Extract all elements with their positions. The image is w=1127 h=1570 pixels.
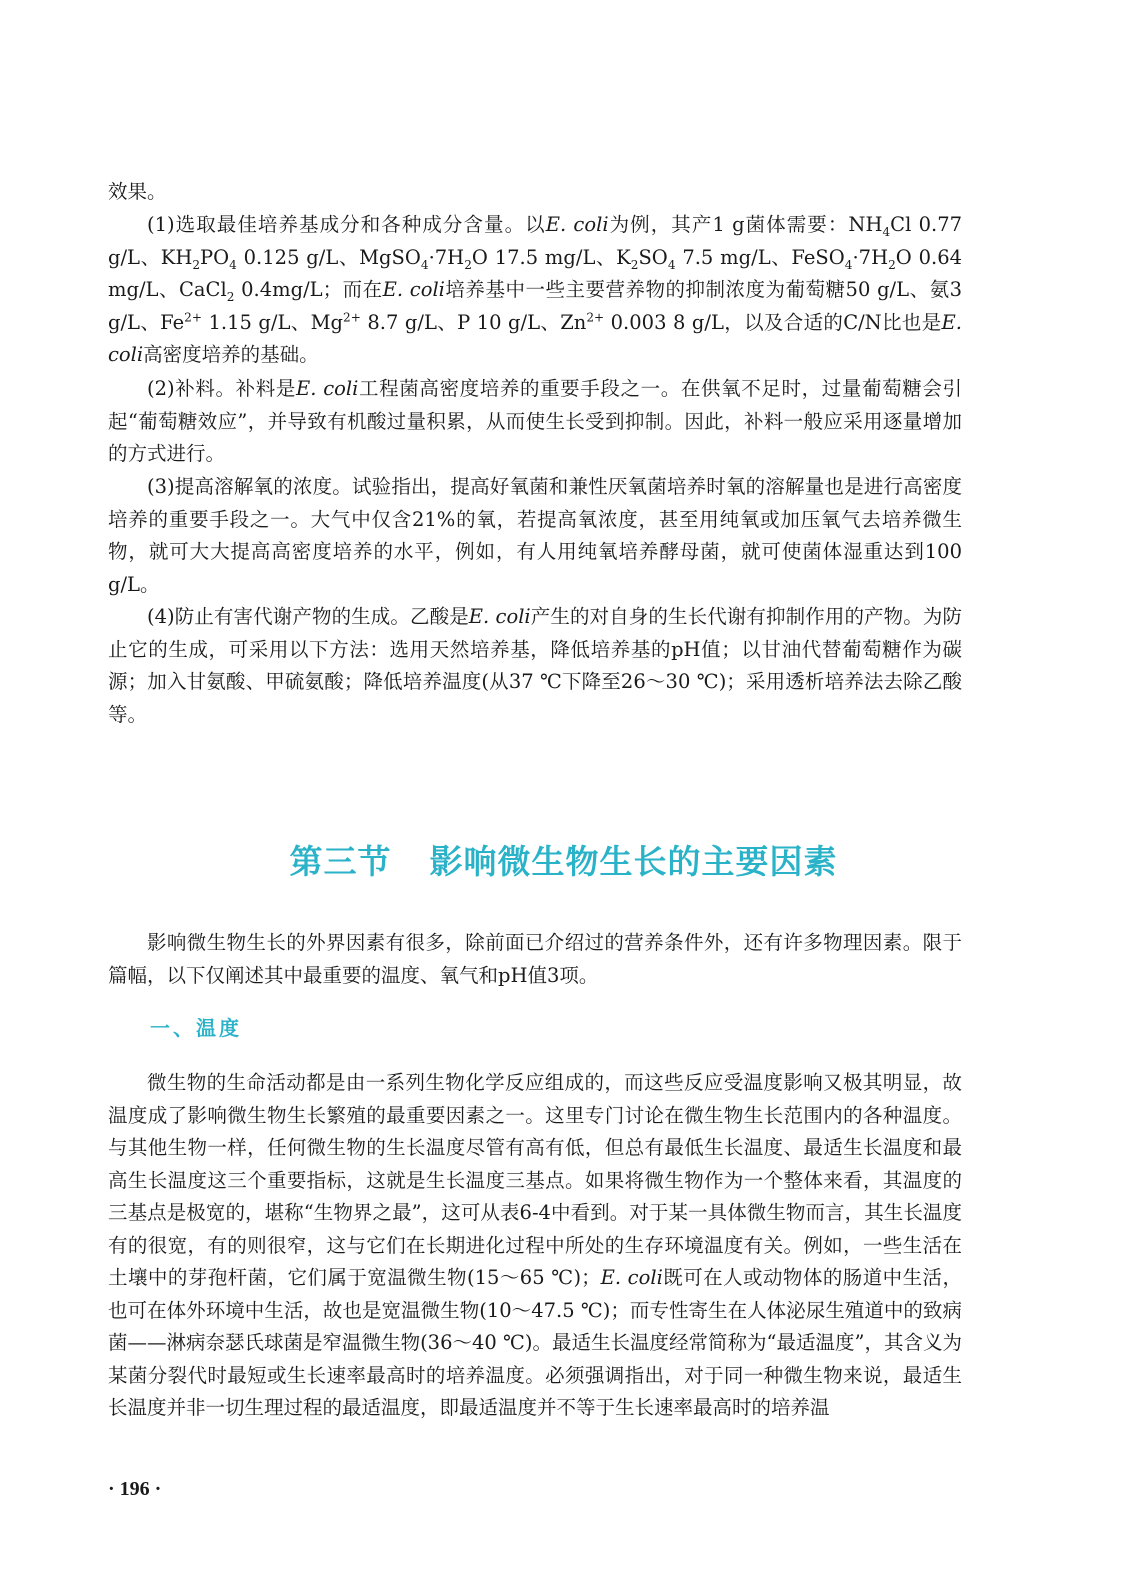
paragraph-medium-composition: (1)选取最佳培养基成分和各种成分含量。以E. coli为例，其产1 g菌体需要：$NH_4Cl$ 0.77 g/L、$KH_2PO_4$ 0.125 g/L、$MgSO_4\cdot 7H_2O$ 17.5 mg/L、$K_2SO_4$ 7.5 mg/L、$FeSO_4\cdot 7H_2O$ 0.64 mg/L、CaCl$_2$ 0.4mg/L；而在E. coli培养基中一些主要营养物的抑制浓度为葡萄糖50 g/L、氨3 g/L、$Fe^{2+}$ 1.15 g/L、$Mg^{2+}$ 8.7 g/L、P 10 g/L、$Zn^{2+}$ 0.003 8 g/L，以及合适的C/N比也是E. coli高密度培养的基础。 <box>108 213 963 366</box>
ecoli-term: E. coli <box>600 1266 663 1289</box>
carryover-line: 效果。 <box>108 180 167 203</box>
section-title-text: 影响微生物生长的主要因素 <box>429 842 838 881</box>
paragraph-harmful-metabolites: (4)防止有害代谢产物的生成。乙酸是E. coli产生的对自身的生长代谢有抑制作用的产物。为防止它的生成，可采用以下方法：选用天然培养基，降低培养基的pH值；以甘油代替葡萄糖作为碳源；加入甘氨酸、甲硫氨酸；降低培养温度(从37 ℃下降至26～30 ℃)；采用透析培养法去除乙酸等。 <box>108 605 962 726</box>
ecoli-term: E. coli <box>468 605 531 628</box>
page-number: · 196 · <box>108 1478 162 1500</box>
paragraph-feeding: (2)补料。补料是E. coli工程菌高密度培养的重要手段之一。在供氧不足时，过量葡萄糖会引起“葡萄糖效应”，并导致有机酸过量积累，从而使生长受到抑制。因此，补料一般应采用逐量增加的方式进行。 <box>108 377 962 465</box>
section-title <box>0 836 1127 883</box>
section-intro: 影响微生物生长的外界因素有很多，除前面已介绍过的营养条件外，还有许多物理因素。限于篇幅，以下仅阐述其中最重要的温度、氧气和pH值3项。 <box>108 931 962 987</box>
ecoli-term: E. coli <box>108 310 962 366</box>
section-number: 第三节 <box>289 842 392 881</box>
paragraph-dissolved-oxygen: (3)提高溶解氧的浓度。试验指出，提高好氧菌和兼性厌氧菌培养时氧的溶解量也是进行高密度培养的重要手段之一。大气中仅含21%的氧，若提高氧浓度，甚至用纯氧或加压氧气去培养微生物，就可大大提高高密度培养的水平，例如，有人用纯氧培养酵母菌，就可使菌体湿重达到100 g/L。 <box>108 475 962 596</box>
paragraph-temperature: 微生物的生命活动都是由一系列生物化学反应组成的，而这些反应受温度影响又极其明显，故温度成了影响微生物生长繁殖的最重要因素之一。这里专门讨论在微生物生长范围内的各种温度。与其他生物一样，任何微生物的生长温度尽管有高有低，但总有最低生长温度、最适生长温度和最高生长温度这三个重要指标，这就是生长温度三基点。如果将微生物作为一个整体来看，其温度的三基点是极宽的，堪称“生物界之最”，这可从表6-4中看到。对于某一具体微生物而言，其生长温度有的很宽，有的则很窄，这与它们在长期进化过程中所处的生存环境温度有关。例如，一些生活在土壤中的芽孢杆菌，它们属于宽温微生物(15～65 ℃)；E. coli既可在人或动物体的肠道中生活，也可在体外环境中生活，故也是宽温微生物(10～47.5 ℃)；而专性寄生在人体泌尿生殖道中的致病菌——淋病奈瑟氏球菌是窄温微生物(36～40 ℃)。最适生长温度经常简称为“最适温度”，其含义为某菌分裂代时最短或生长速率最高时的培养温度。必须强调指出，对于同一种微生物来说，最适生长温度并非一切生理过程的最适温度，即最适温度并不等于生长速率最高时的培养温 <box>108 1071 962 1419</box>
ecoli-term: E. coli <box>382 278 445 301</box>
ecoli-term: E. coli <box>295 377 359 400</box>
ecoli-term: E. coli <box>545 213 609 236</box>
subheading-temperature: 一、温度 <box>150 1016 242 1040</box>
